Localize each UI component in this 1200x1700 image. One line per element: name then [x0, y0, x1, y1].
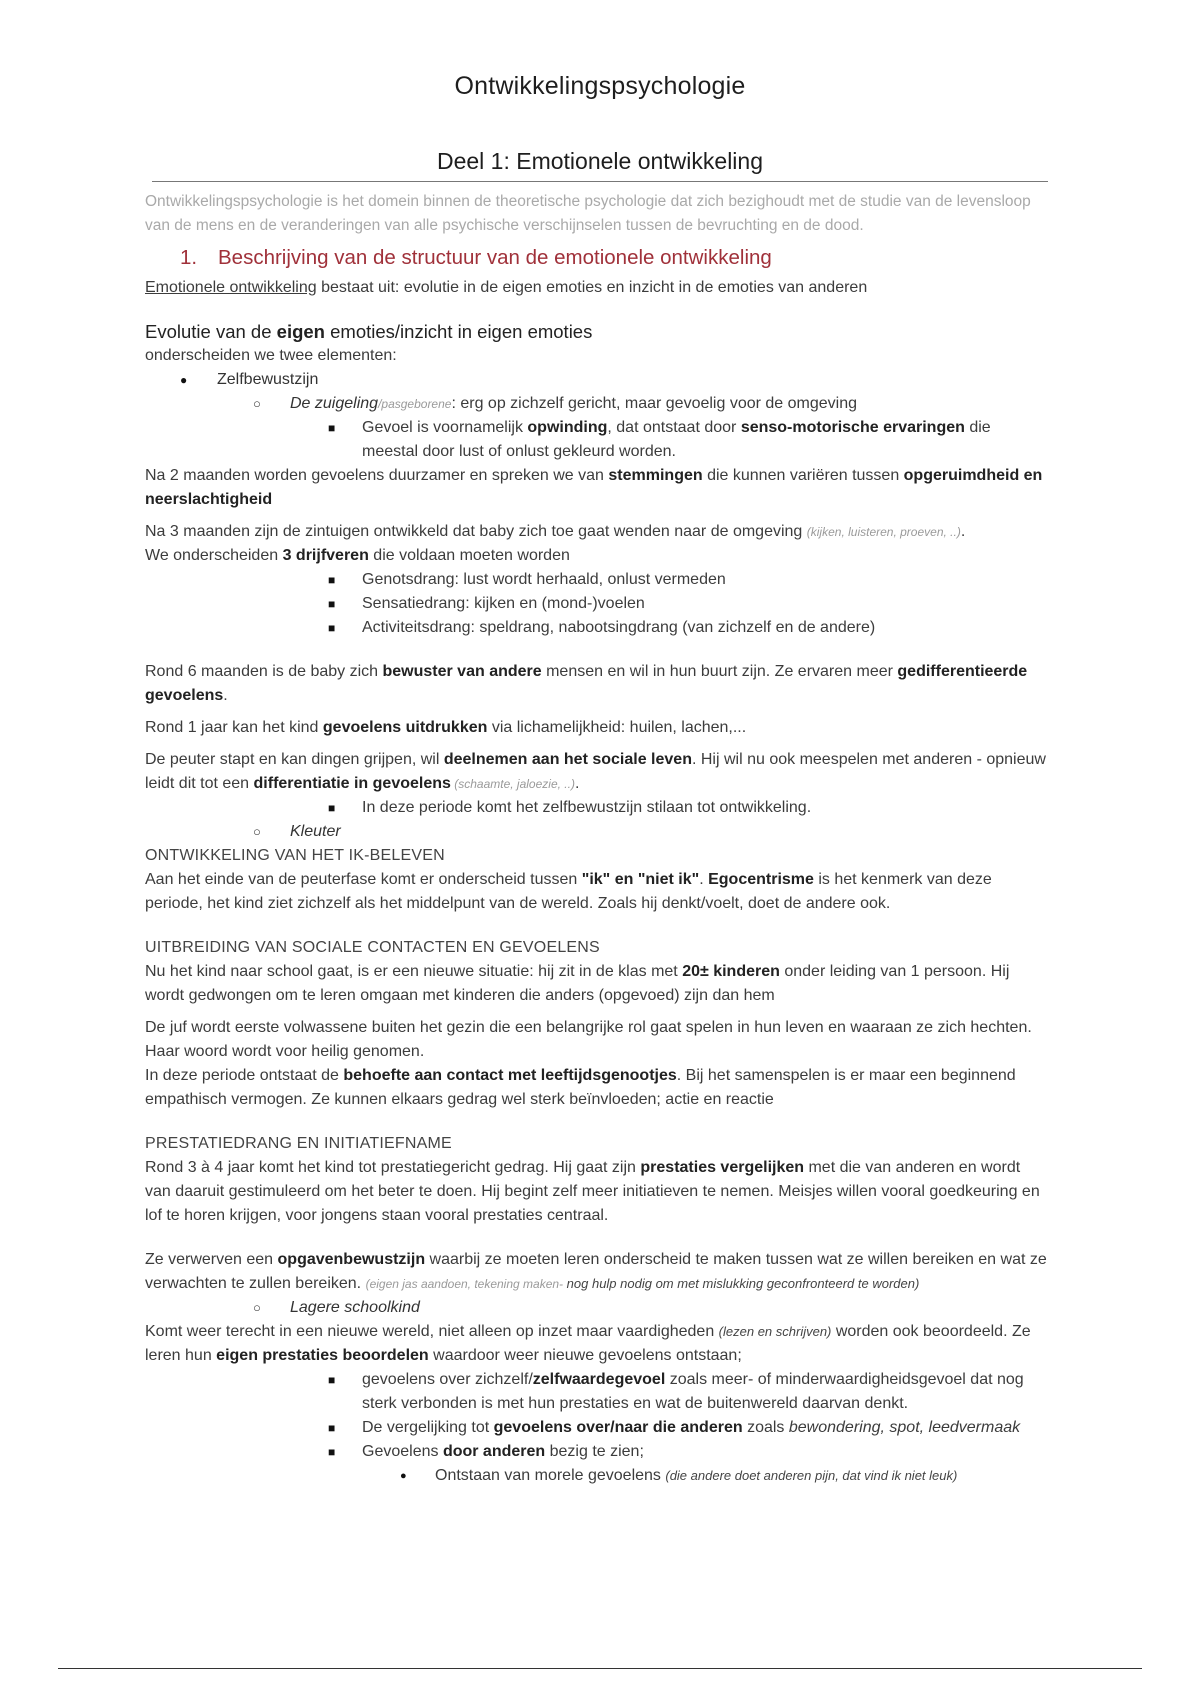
paragraph: Na 2 maanden worden gevoelens duurzamer en spreken we van stemmingen die kunnen variëren tussen opgeruimdheid en neerslachtigheid [145, 467, 1043, 508]
paragraph: De peuter stapt en kan dingen grijpen, wil deelnemen aan het sociale leven. Hij wil nu ook meespelen met anderen - opnieuw leidt dit tot een differentiatie in gevoelens (schaamte, jaloezie, ..). [145, 751, 1046, 792]
document-body [145, 190, 1050, 1488]
paragraph: Nu het kind naar school gaat, is er een nieuwe situatie: hij zit in de klas met 20± kinderen onder leiding van 1 persoon. Hij wordt gedwongen om te leren omgaan met kinderen die anders (opgevoed) zijn dan hem [145, 963, 1010, 1004]
paragraph: Aan het einde van de peuterfase komt er onderscheid tussen "ik" en "niet ik". Egocentrisme is het kenmerk van deze periode, het kind ziet zichzelf als het middelpunt van de wereld. Zoals hij denkt/voelt, doet de andere ook. [145, 871, 992, 912]
paragraph: Na 3 maanden zijn de zintuigen ontwikkeld dat baby zich toe gaat wenden naar de omgeving (kijken, luisteren, proeven, ..). [145, 523, 966, 540]
section-heading [145, 246, 1050, 270]
list-item: ● Zelfbewustzijn [145, 368, 1050, 392]
document-title: Ontwikkelingspsychologie [454, 72, 746, 100]
part-heading: Deel 1: Emotionele ontwikkeling [436, 148, 763, 174]
footer-rule [58, 1668, 1142, 1669]
section-title: Beschrijving van de structuur van de emotionele ontwikkeling [218, 246, 772, 269]
definition-paragraph: Emotionele ontwikkeling bestaat uit: evolutie in de eigen emoties en inzicht in de emoties van anderen [145, 279, 868, 296]
paragraph: De juf wordt eerste volwassene buiten het gezin die een belangrijke rol gaat spelen in hun leven en waaraan ze zich hechten. Haar woord wordt voor heilig genomen. [145, 1019, 1032, 1060]
outline-list [145, 1296, 1050, 1320]
paragraph: onderscheiden we twee elementen: [145, 347, 397, 364]
paragraph: Ze verwerven een opgavenbewustzijn waarbij ze moeten leren onderscheid te maken tussen wat ze willen bereiken en wat ze verwachten te zullen bereiken. (eigen jas aandoen, tekening maken- nog hulp nodig om met mislukking geconfronteerd te worden) [145, 1251, 1047, 1292]
list-item: ■ Sensatiedrang: kijken en (mond-)voelen [145, 592, 1050, 616]
paragraph: In deze periode ontstaat de behoefte aan contact met leeftijdsgenootjes. Bij het samenspelen is er maar een beginnend empathisch vermogen. Ze kunnen elkaars gedrag wel sterk beïnvloeden; actie en reactie [145, 1067, 1016, 1108]
heading-rule [152, 181, 1048, 182]
paragraph: Komt weer terecht in een nieuwe wereld, niet alleen op inzet maar vaardigheden (lezen en schrijven) worden ook beoordeeld. Ze leren hun eigen prestaties beoordelen waardoor weer nieuwe gevoelens ontstaan; [145, 1323, 1031, 1364]
definition-term: Emotionele ontwikkeling [145, 279, 317, 296]
drijfveren-list [145, 568, 1050, 640]
outline-list [145, 1368, 1050, 1488]
list-item: ○ Lagere schoolkind [145, 1296, 1050, 1320]
caps-heading: UITBREIDING VAN SOCIALE CONTACTEN EN GEVOELENS [145, 939, 600, 956]
list-item: ■ In deze periode komt het zelfbewustzijn stilaan tot ontwikkeling. [145, 796, 1050, 820]
list-item: ■ Gevoelens door anderen bezig te zien; [145, 1440, 1050, 1464]
list-item: ■ Gevoel is voornamelijk opwinding, dat ontstaat door senso-motorische ervaringen die meestal door lust of onlust gekleurd worden. [145, 416, 1050, 464]
caps-heading: PRESTATIEDRANG EN INITIATIEFNAME [145, 1135, 452, 1152]
paragraph: Rond 1 jaar kan het kind gevoelens uitdrukken via lichamelijkheid: huilen, lachen,... [145, 719, 747, 736]
list-item: ○ De zuigeling/pasgeborene: erg op zichzelf gericht, maar gevoelig voor de omgeving [145, 392, 1050, 416]
caps-heading: ONTWIKKELING VAN HET IK-BELEVEN [145, 847, 445, 864]
section-number: 1. [180, 246, 198, 269]
outline-list [145, 368, 1050, 464]
list-item: ■ gevoelens over zichzelf/zelfwaardegevoel zoals meer- of minderwaardigheidsgevoel dat nog sterk verbonden is met hun prestaties en wat de buitenwereld daarvan denkt. [145, 1368, 1050, 1416]
paragraph: We onderscheiden 3 drijfveren die voldaan moeten worden [145, 547, 570, 564]
outline-list [145, 796, 1050, 844]
list-item: ■ Genotsdrang: lust wordt herhaald, onlust vermeden [145, 568, 1050, 592]
paragraph: Rond 6 maanden is de baby zich bewuster van andere mensen en wil in hun buurt zijn. Ze ervaren meer gedifferentieerde gevoelens. [145, 663, 1028, 704]
list-item: ■ Activiteitsdrang: speldrang, nabootsingdrang (van zichzelf en de andere) [145, 616, 1050, 640]
intro-paragraph: Ontwikkelingspsychologie is het domein binnen de theoretische psychologie dat zich bezighoudt met de studie van de levensloop van de mens en de veranderingen van alle psychische verschijnselen tussen de bevruchting en de dood. [145, 193, 1031, 234]
subheading-eigen-emoties: Evolutie van de eigen emoties/inzicht in eigen emoties [145, 321, 593, 342]
list-item: ● Ontstaan van morele gevoelens (die andere doet anderen pijn, dat vind ik niet leuk) [145, 1464, 1050, 1488]
list-item: ○ Kleuter [145, 820, 1050, 844]
paragraph: Rond 3 à 4 jaar komt het kind tot prestatiegericht gedrag. Hij gaat zijn prestaties vergelijken met die van anderen en wordt van daaruit gestimuleerd om het beter te doen. Hij begint zelf meer initiatieven te nemen. Meisjes willen vooral goedkeuring en lof te horen krijgen, voor jongens staan vooral prestaties centraal. [145, 1159, 1040, 1224]
list-item: ■ De vergelijking tot gevoelens over/naar die anderen zoals bewondering, spot, leedvermaak [145, 1416, 1050, 1440]
